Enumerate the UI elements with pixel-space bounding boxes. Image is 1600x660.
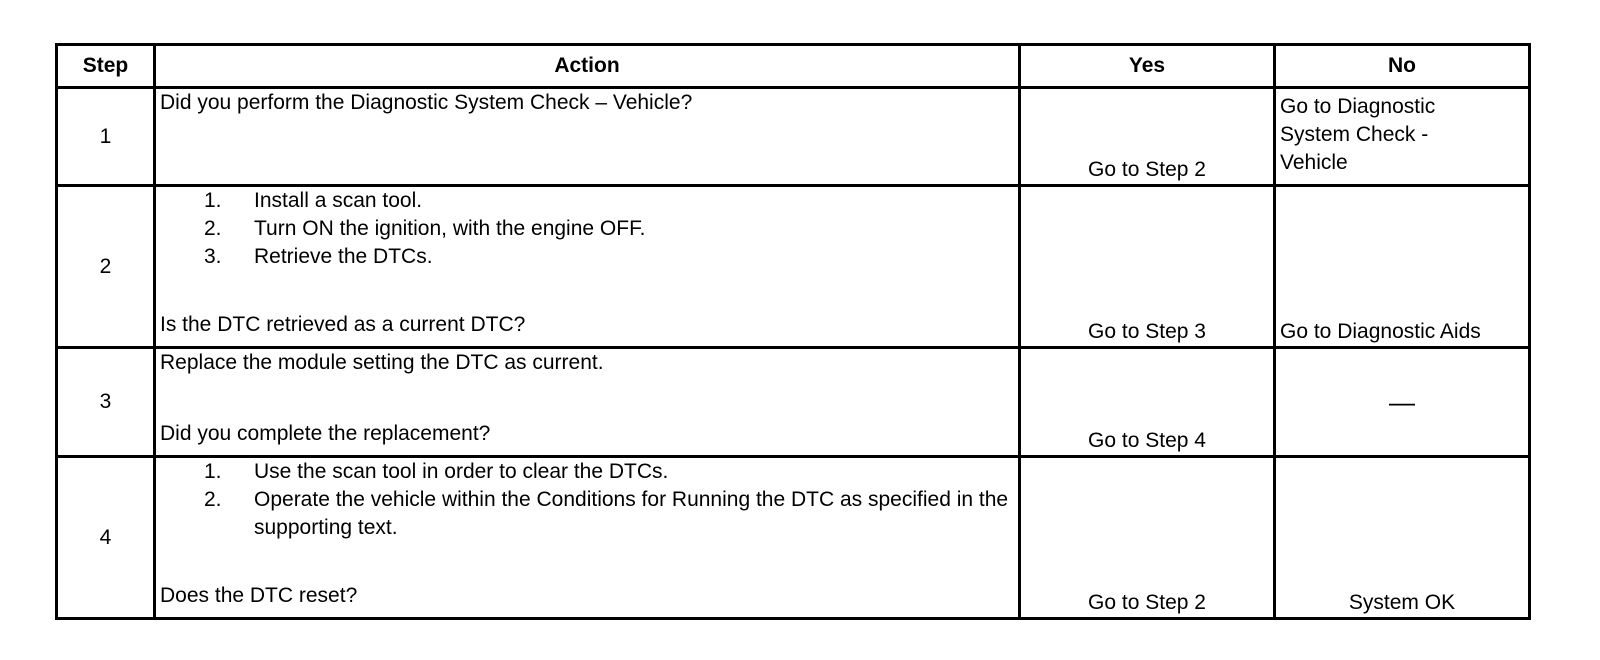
action-cell	[155, 457, 1020, 619]
list-item-text: Install a scan tool.	[254, 189, 423, 212]
action-cell	[155, 88, 1020, 186]
header-no: No	[1275, 45, 1530, 88]
no-cell: System OK	[1275, 457, 1530, 619]
diagnostic-table	[55, 43, 1531, 620]
header-row	[57, 45, 1530, 88]
list-item-text: Operate the vehicle within the Conditions for Running the DTC as specified in the supporting text.	[254, 488, 1009, 539]
list-item-text: Use the scan tool in order to clear the DTCs.	[254, 460, 669, 483]
list-item-number: 3.	[204, 245, 222, 268]
action-instruction: Replace the module setting the DTC as current.	[160, 351, 604, 374]
list-item-text: Turn ON the ignition, with the engine OFF.	[254, 217, 646, 240]
yes-cell: Go to Step 4	[1020, 348, 1275, 457]
list-item-text: Retrieve the DTCs.	[254, 245, 433, 268]
no-cell: —	[1275, 348, 1530, 457]
action-question: Does the DTC reset?	[160, 584, 358, 607]
action-steps-list	[160, 187, 1014, 271]
no-cell: Go to Diagnostic Aids	[1275, 186, 1530, 348]
no-line: Go to Diagnostic	[1280, 95, 1436, 118]
table-row	[57, 186, 1530, 348]
header-step: Step	[57, 45, 155, 88]
step-number: 3	[57, 348, 155, 457]
list-item-number: 1.	[204, 189, 222, 212]
yes-cell: Go to Step 2	[1020, 88, 1275, 186]
list-item	[204, 486, 1014, 542]
no-line: System Check -	[1280, 123, 1429, 146]
header-yes: Yes	[1020, 45, 1275, 88]
list-item-number: 1.	[204, 460, 222, 483]
step-number: 4	[57, 457, 155, 619]
no-line: Vehicle	[1280, 151, 1348, 174]
table-row	[57, 88, 1530, 186]
list-item-number: 2.	[204, 488, 222, 511]
yes-cell: Go to Step 2	[1020, 457, 1275, 619]
action-cell	[155, 348, 1020, 457]
list-item	[204, 243, 1014, 271]
list-item	[204, 187, 1014, 215]
list-item-number: 2.	[204, 217, 222, 240]
action-cell	[155, 186, 1020, 348]
header-action: Action	[155, 45, 1020, 88]
step-number: 2	[57, 186, 155, 348]
yes-cell: Go to Step 3	[1020, 186, 1275, 348]
action-question: Is the DTC retrieved as a current DTC?	[160, 313, 526, 336]
no-cell	[1275, 88, 1530, 186]
step-number: 1	[57, 88, 155, 186]
action-steps-list	[160, 458, 1014, 542]
action-question: Did you complete the replacement?	[160, 422, 491, 445]
action-question: Did you perform the Diagnostic System Check – Vehicle?	[160, 91, 693, 114]
list-item	[204, 215, 1014, 243]
list-item	[204, 458, 1014, 486]
table-row	[57, 348, 1530, 457]
table-row	[57, 457, 1530, 619]
